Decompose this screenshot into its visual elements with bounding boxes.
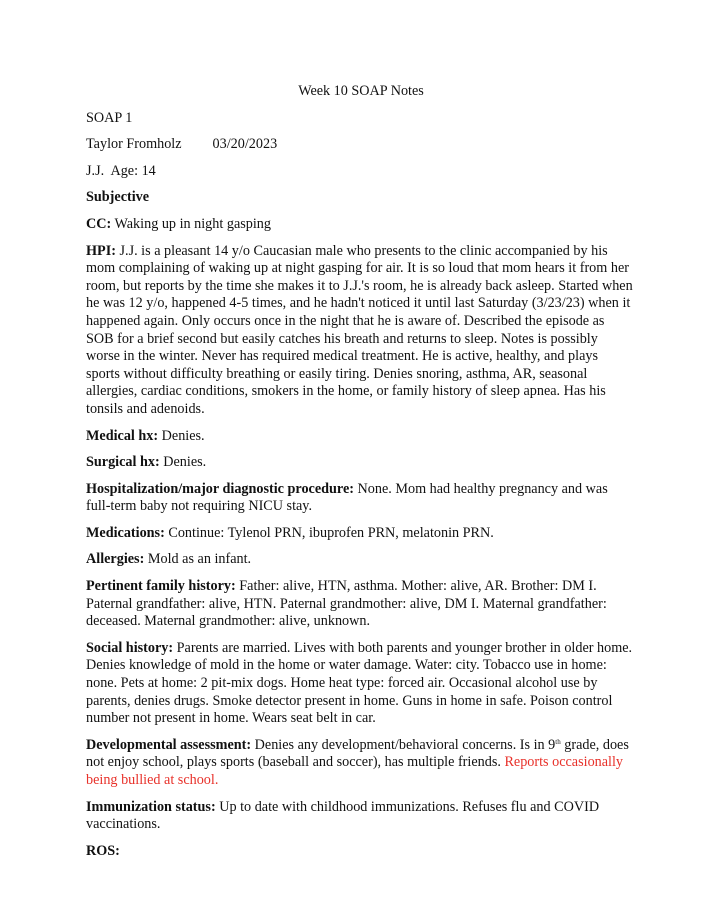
family-history-text: Father: alive, HTN, asthma. Mother: alive, AR. Brother: DM I. Paternal grandfather: alive, HTN. Paternal grandmother: alive, DM I. Maternal grandfather: deceased. Maternal grandmother: alive, unknown. <box>86 578 607 630</box>
developmental-section <box>86 737 634 790</box>
allergies-section <box>86 551 634 569</box>
immunization-section <box>86 799 634 834</box>
hpi-section <box>86 243 634 419</box>
hospitalization-text: None. Mom had healthy pregnancy and was full-term baby not requiring NICU stay. <box>86 480 608 515</box>
document-page <box>86 83 634 869</box>
hospitalization-section <box>86 481 634 516</box>
patient-age: Age: 14 <box>110 162 156 179</box>
hpi-label: HPI: <box>86 242 116 259</box>
social-history-text: Parents are married. Lives with both parents and younger brother in older home. Denies knowledge of mold in the home or water damage. Water: city. Tobacco use in home: none. Pets at home: 2 pit-mix dogs. Home heat type: forced air. Occasional alcohol use by parents, denies drugs. Smoke detector present in home. Guns in home in safe. Poison control number not present in home. Wears seat belt in car. <box>86 639 633 727</box>
surgical-history-section <box>86 454 634 472</box>
subjective-heading: Subjective <box>86 189 150 206</box>
medications-text: Continue: Tylenol PRN, ibuprofen PRN, melatonin PRN. <box>164 524 494 541</box>
medications-label: Medications: <box>86 524 165 541</box>
family-history-label: Pertinent family history: <box>86 578 236 595</box>
family-history-section <box>86 578 634 631</box>
immunization-text: Up to date with childhood immunizations. Refuses flu and COVID vaccinations. <box>86 798 600 833</box>
developmental-text-a: Denies any development/behavioral concerns. Is in 9 <box>251 736 556 753</box>
note-date: 03/20/2023 <box>212 136 278 153</box>
medical-history-label: Medical hx: <box>86 427 159 444</box>
document-title: Week 10 SOAP Notes <box>298 83 424 99</box>
ros-heading: ROS: <box>86 842 120 859</box>
ordinal-suffix: th <box>555 737 561 746</box>
allergies-text: Mold as an infant. <box>144 551 252 568</box>
cc-section <box>86 216 634 234</box>
developmental-text-b: grade, does not enjoy school, plays sports (baseball and soccer), has multiple friends. <box>86 736 629 771</box>
author-name: Taylor Fromholz <box>86 136 182 153</box>
patient-line <box>86 163 634 181</box>
cc-label: CC: <box>86 215 112 232</box>
surgical-history-text: Denies. <box>159 454 207 471</box>
medical-history-text: Denies. <box>158 427 205 444</box>
soap-label: SOAP 1 <box>86 109 133 126</box>
author-date-line <box>86 136 634 154</box>
developmental-label: Developmental assessment: <box>86 736 252 753</box>
hospitalization-label: Hospitalization/major diagnostic procedure: <box>86 480 354 497</box>
cc-text: Waking up in night gasping <box>111 215 271 232</box>
surgical-history-label: Surgical hx: <box>86 454 160 471</box>
medications-section <box>86 525 634 543</box>
hpi-text: J.J. is a pleasant 14 y/o Caucasian male who presents to the clinic accompanied by his mom complaining of waking up at night gasping for air. It is so loud that mom hears it from her room, but reports by the time she makes it to J.J.'s room, he is already back asleep. Started when he was 12 y/o, happened 4-5 times, and he hadn't noticed it until last Saturday (3/23/23) when it happened again. Only occurs once in the night that he is aware of. Described the episode as SOB for a brief second but easily catches his breath and returns to sleep. Notes is possibly worse in the winter. Never has required medical treatment. He is active, healthy, and plays sports without difficulty breathing or easily tiring. Denies snoring, asthma, AR, seasonal allergies, cardiac conditions, smokers in the home, or family history of sleep apnea. Has his tonsils and adenoids. <box>86 242 633 417</box>
immunization-label: Immunization status: <box>86 798 216 815</box>
medical-history-section <box>86 428 634 446</box>
patient-initials: J.J. <box>86 162 105 179</box>
social-history-label: Social history: <box>86 639 174 656</box>
bullying-note: Reports occasionally being bullied at school. <box>86 754 624 788</box>
social-history-section <box>86 640 634 728</box>
allergies-label: Allergies: <box>86 551 145 568</box>
